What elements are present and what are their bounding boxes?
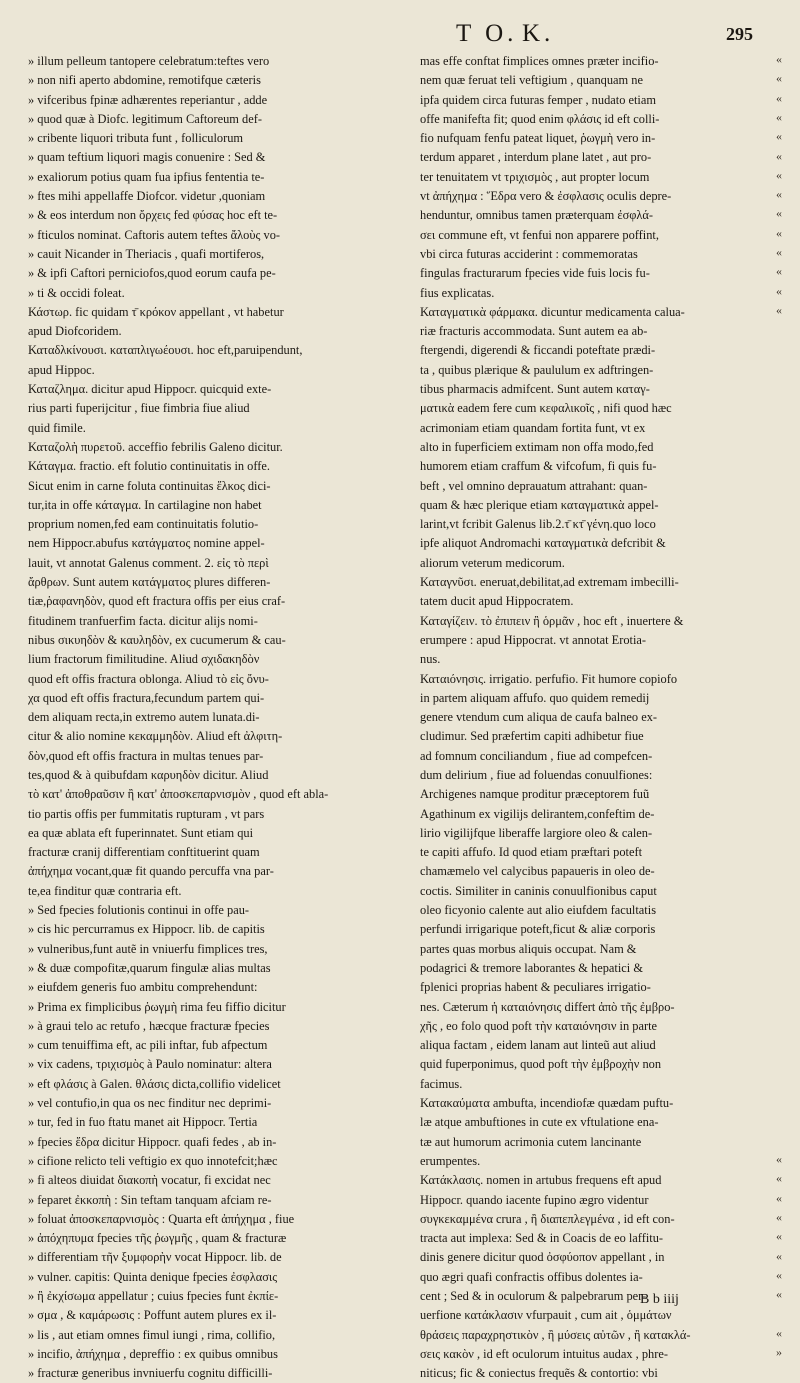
text-line: » exaliorum potius quam fua ipfius fententia te-	[28, 169, 265, 184]
text-line: Hippocr. quando iacente fupino ægro videntur	[420, 1192, 649, 1207]
text-line: » cauit Nicander in Theriacis , quafi mortiferos,	[28, 246, 265, 261]
text-line: lauit, vt annotat Galenus comment. 2. εἰς τὸ περὶ	[28, 555, 269, 570]
quote-mark: «	[776, 1267, 782, 1282]
text-line: partes quas morbus aliquis occupat. Nam &	[420, 941, 637, 956]
text-line: offe manifefta fit; quod enim φλάσις id eft colli-	[420, 111, 660, 126]
text-line: σεις κακὸν , id eft oculorum intuitus audax , phre-	[420, 1346, 668, 1361]
text-line: » ἀπόχηπυμα fpecies τῆς ῥωγμῆς , quam & fracturæ	[28, 1231, 287, 1246]
text-line: proprium nomen,fed eam continuitatis folutio-	[28, 517, 259, 532]
text-line: » fi alteos diuidat διακοπὴ vocatur, fi excidat nec	[28, 1173, 271, 1188]
text-line: fio nufquam fenfu pateat liquet, ῥωγμὴ vero in-	[420, 131, 656, 146]
text-line: » fracturæ generibus invniuerfu cognitu difficilli-	[28, 1366, 273, 1381]
text-line: » eiufdem generis fuo ambitu comprehendunt:	[28, 980, 258, 995]
text-line: » ti & occidi foleat.	[28, 285, 125, 300]
text-line: terdum apparet , interdum plane latet , aut pro-	[420, 150, 652, 165]
text-line: quid fuperponimus, quod poft τὴν ἐμβροχὴν non	[420, 1057, 662, 1072]
quote-mark: «	[776, 71, 782, 86]
text-line: Καταζολὴ πυρετοῦ. acceffio febrilis Galeno dicitur.	[28, 439, 283, 454]
text-line: » σμα , & καμάρωσις : Poffunt autem plures ex il-	[28, 1308, 277, 1323]
left-column	[28, 52, 412, 1383]
text-line: χα quod eft offis fractura,fecundum partem qui-	[28, 690, 265, 705]
quote-mark: «	[776, 129, 782, 144]
text-line: fingulas fracturarum fpecies vide fuis locis fu-	[420, 266, 650, 281]
text-line: » fticulos nominat. Caftoris autem teftes ἄλοὺς vo-	[28, 227, 281, 242]
text-line: tes,quod & à quibufdam καρυηδὸν dicitur. Aliud	[28, 767, 269, 782]
text-line: nibus σικυηδὸν & καυληδὸν, ex cucumerum & cau-	[28, 632, 286, 647]
quote-mark: «	[776, 1229, 782, 1244]
text-line: genere vtendum cum aliqua de caufa balneo ex-	[420, 710, 658, 725]
text-line: henduntur, omnibus tamen præterquam ἐσφλά-	[420, 208, 654, 223]
quote-mark: «	[776, 1287, 782, 1302]
text-line: te capiti affufo. Id quod etiam præftari poteft	[420, 845, 643, 860]
quote-mark: «	[776, 1248, 782, 1263]
quote-mark: «	[776, 148, 782, 163]
text-line: fplenici proprias habent & peculiares irrigatio-	[420, 980, 651, 995]
quote-mark: «	[776, 1190, 782, 1205]
text-line: » foluat ἀποσκεπαρνισμὸς : Quarta eft ἀπήχημα , fiue	[28, 1211, 295, 1226]
text-line: erumpere : apud Hippocrat. vt annotat Erotia-	[420, 632, 647, 647]
text-line: Καταδλκίνουσι. καταπλιγωέουσι. hoc eft,paruipendunt,	[28, 343, 303, 358]
text-line: cludimur. Sed præfertim capiti adhibetur fiue	[420, 729, 644, 744]
text-line: Καταιόνησις. irrigatio. perfufio. Fit humore copiofo	[420, 671, 678, 686]
text-line: tiæ,ῥαφανηδὸν, quod eft fractura offis per eius craf-	[28, 594, 286, 609]
text-line: in partem aliquam affufo. quo quidem remedij	[420, 690, 650, 705]
text-line: » Prima ex fimplicibus ῥωγμὴ rima feu fiffio dicitur	[28, 999, 286, 1014]
quote-mark: «	[776, 52, 782, 66]
right-column	[420, 52, 772, 1383]
text-line: beft , vel omnino deprauatum attrahant: quan-	[420, 478, 648, 493]
quote-mark: «	[776, 225, 782, 240]
text-line: citur & alio nomine κεκαμμηδὸν. Aliud eft ἀλφιτη-	[28, 729, 283, 744]
quote-mark: «	[776, 109, 782, 124]
text-line: aliorum veterum medicorum.	[420, 555, 565, 570]
text-line: aliqua factam , eidem lanam aut linteũ aut aliud	[420, 1038, 656, 1053]
text-line: læ atque ambuftiones in cute ex vftulatione ena-	[420, 1115, 659, 1130]
text-line: Κάστωρ. fic quidam τ̄ κρόκον appellant , vt habetur	[28, 304, 284, 319]
text-line: apud Diofcoridem.	[28, 324, 122, 339]
text-line: » vel contufio,in qua os nec finditur nec deprimi-	[28, 1096, 272, 1111]
text-line: Καταγματικὰ φάρμακα. dicuntur medicamenta calua-	[420, 304, 685, 319]
text-line: » & eos interdum non ὄρχεις fed φύσας hoc eft te-	[28, 208, 278, 223]
text-line: perfundi irrigarique poteft,ficut & aliæ corporis	[420, 922, 656, 937]
text-line: Καταζλημα. dicitur apud Hippocr. quicquid exte-	[28, 382, 272, 397]
text-line: » vix cadens, τριχισμὸς à Paulo nominatur: altera	[28, 1057, 272, 1072]
text-line: humorem etiam craffum & vifcofum, fi quis fu-	[420, 459, 657, 474]
text-line: erumpentes.	[420, 1153, 481, 1168]
text-line: » ἢ ἐκχίσωμα appellatur ; cuius fpecies funt ἐκπίε-	[28, 1289, 279, 1303]
text-line: tæ aut humorum acrimonia cutem lancinante	[420, 1134, 642, 1149]
text-line: quod eft offis fractura oblonga. Aliud τὸ εἰς ὄνυ-	[28, 671, 269, 686]
text-line: » & duæ compofitæ,quarum fingulæ alias multas	[28, 960, 271, 975]
text-line: larint,vt fcribit Galenus lib.2.τ̄ κτ̄ γένη.quo loco	[420, 517, 656, 532]
text-line: tracta aut implexa: Sed & in Coacis de eo laffitu-	[420, 1231, 664, 1246]
text-line: Agathinum ex vigilijs delirantem,confeftim de-	[420, 806, 655, 821]
text-line: alto in fuperficiem extimam non offa modo,fed	[420, 439, 654, 454]
text-line: » illum pelleum tantopere celebratum:teftes vero	[28, 54, 270, 68]
text-line: θράσεις παραχρηστικὸν , ἢ μύσεις αὐτῶν , ἢ κατακλά-	[420, 1327, 691, 1342]
text-line: ea quæ ablata eft fuperinnatet. Sunt etiam qui	[28, 825, 254, 840]
running-head-left: T O.	[456, 20, 518, 47]
text-line: apud Hippoc.	[28, 362, 95, 377]
text-line: dum delirium , fiue ad foluendas conuulfiones:	[420, 767, 653, 782]
signature-mark: B b iiij	[640, 1292, 679, 1307]
text-line: ter tenuitatem vt τριχισμὸς , aut propter locum	[420, 169, 650, 184]
text-line: tibus pharmacis admifcent. Sunt autem καταγ-	[420, 382, 650, 397]
text-line: vbi circa futuras acciderint : commemoratas	[420, 246, 638, 261]
text-line: lirio vigilijfque liberaffe largiore oleo & calen-	[420, 825, 653, 840]
text-line: ματικὰ eadem fere cum κεφαλικοῖς , nifi quod hæc	[420, 401, 672, 416]
text-line: συγκεκαμμένα crura , ἢ διαπεπλεγμένα , id eft con-	[420, 1211, 675, 1226]
text-line: quid fimile.	[28, 420, 86, 435]
text-line: mas effe conftat fimplices omnes præter incifio-	[420, 54, 659, 68]
text-line: » fpecies ἕδρα dicitur Hippocr. quafi fedes , ab in-	[28, 1134, 277, 1149]
text-line: ta , quibus plærique & paululum ex adftringen-	[420, 362, 654, 377]
text-line: fitudinem tranfuerfim facta. dicitur alijs nomi-	[28, 613, 258, 628]
text-line: Κατακαύματα ambufta, incendiofæ quædam puftu-	[420, 1096, 674, 1111]
text-line: ad fomnum conciliandum , fiue ad compefcen-	[420, 748, 653, 763]
text-line: acrimoniam etiam quandam fortita funt, vt ex	[420, 420, 646, 435]
text-line: tur,ita in offe κάταγμα. In cartilagine non habet	[28, 497, 262, 512]
running-head	[0, 20, 800, 54]
text-line: niticus; fic & coniectus frequẽs & contortio: vbi	[420, 1366, 658, 1381]
text-line: » differentiam τῆν ξυμφορὴν vocat Hippocr. lib. de	[28, 1250, 282, 1265]
text-line: chamæmelo vel calycibus papaueris in oleo de-	[420, 864, 655, 879]
quote-mark: »	[776, 1345, 782, 1360]
text-line: Καταγίζειν. τὸ ἐπιπειν ἢ ὁρμᾶν , hoc eft , inuertere &	[420, 613, 684, 628]
text-line: » Sed fpecies folutionis continui in offe pau-	[28, 903, 250, 918]
text-line: » cribente liquori tributa funt , folliculorum	[28, 131, 244, 146]
text-line: vt ἀπήχημα : Ἕδρα vero & ἐσφλασις oculis depre-	[420, 189, 672, 204]
text-line: quo ægri quafi confractis offibus dolentes ia-	[420, 1269, 643, 1284]
text-line: coctis. Similiter in caninis conuulfionibus caput	[420, 883, 657, 898]
text-line: » incifio, ἀπήχημα , depreffio : ex quibus omnibus	[28, 1346, 278, 1361]
quote-mark: «	[776, 187, 782, 202]
text-line: » quod quæ à Diofc. legitimum Caftoreum def-	[28, 111, 262, 126]
quote-mark: «	[776, 1210, 782, 1224]
text-line: Sicut enim in carne foluta continuitas ἕλκος dici-	[28, 478, 271, 493]
text-line: podagrici & tremore laborantes & hepatici &	[420, 960, 643, 975]
text-line: tatem ducit apud Hippocratem.	[420, 594, 574, 609]
text-line: χῆς , eo folo quod poft τὴν καταιόνησιν in parte	[420, 1018, 658, 1033]
text-line: » vulner. capitis: Quinta denique fpecies ἐσφλασις	[28, 1269, 278, 1284]
text-line: lium fractorum fimilitudine. Aliud σχιδακηδὸν	[28, 652, 260, 667]
text-line: quam & hæc plerique etiam καταγματικὰ appel-	[420, 497, 659, 512]
text-line: fracturæ cranij differentiam conftituerint quam	[28, 845, 260, 860]
quote-mark: «	[776, 283, 782, 298]
text-line: δὸν,quod eft offis fractura in multas tenues par-	[28, 748, 264, 763]
text-line: » non nifi aperto abdomine, remotifque cæteris	[28, 73, 261, 88]
text-line: rius parti fuperijcitur , fiue fimbria fiue aliud	[28, 401, 250, 416]
text-line: Καταγνῦσι. eneruat,debilitat,ad extremam imbecilli-	[420, 575, 679, 590]
quote-mark: «	[776, 1152, 782, 1167]
text-line: cent ; Sed & in oculorum & palpebrarum per-	[420, 1289, 647, 1303]
text-line: » eft φλάσις à Galen. θλάσις dicta,collifio videlicet	[28, 1076, 281, 1091]
text-line: ftergendi, digerendi & ficcandi poteftate prædi-	[420, 343, 656, 358]
text-line: ἀπήχημα vocant,quæ fit quando percuffa vna par-	[28, 864, 274, 879]
text-line: » à graui telo ac retufo , hæcque fracturæ fpecies	[28, 1018, 270, 1033]
quote-mark: «	[776, 245, 782, 259]
running-head-right: K.	[522, 20, 555, 47]
text-line: Archigenes namque proditur præceptorem fuũ	[420, 787, 650, 802]
text-line: te,ea finditur quæ contraria eft.	[28, 883, 182, 898]
quote-mark: «	[776, 167, 782, 182]
text-line: » vifceribus fpinæ adhærentes reperiantur , adde	[28, 92, 268, 107]
quote-mark: «	[776, 264, 782, 279]
text-line: » cum tenuiffima eft, ac pili inftar, fub afpectum	[28, 1038, 268, 1053]
quote-mark: «	[776, 1171, 782, 1186]
text-line: Κατάκλασις. nomen in artubus frequens eft apud	[420, 1173, 662, 1188]
text-line: » cis hic percurramus ex Hippocr. lib. de capitis	[28, 922, 265, 937]
text-line: » & ipfi Caftori perniciofos,quod eorum caufa pe-	[28, 266, 276, 281]
quote-mark: «	[776, 302, 782, 317]
text-line: nus.	[420, 652, 441, 667]
text-line: » quam teftium liquori magis conuenire : Sed &	[28, 150, 266, 165]
text-line: ipfa quidem circa futuras femper , nudato etiam	[420, 92, 657, 107]
text-line: oleo ficyonio calente aut alio eiufdem facultatis	[420, 903, 657, 918]
text-line: uerfione κατάκλασιν vfurpauit , cum ait , ὁμμάτων	[420, 1308, 672, 1323]
text-line: » ftes mihi appellaffe Diofcor. videtur ,quoniam	[28, 189, 266, 204]
text-line: » cifione relicto teli veftigio ex quo innotefcit;hæc	[28, 1153, 278, 1168]
text-line: riæ fracturis accommodata. Sunt autem ea ab-	[420, 324, 648, 339]
text-line: nem Hippocr.abufus κατάγματος nomine appel-	[28, 536, 265, 551]
text-line: tio partis offis per fummitatis rupturam , vt pars	[28, 806, 265, 821]
text-line: dem aliquam recta,in extremo autem lunata.di-	[28, 710, 260, 725]
text-line: » tur, fed in fuo ftatu manet ait Hippocr. Tertia	[28, 1115, 258, 1130]
text-line: Κάταγμα. fractio. eft folutio continuitatis in offe.	[28, 459, 270, 474]
quote-mark: «	[776, 206, 782, 221]
text-line: dinis genere dicitur quod ὀσφύοπον appellant , in	[420, 1250, 665, 1265]
text-line: σει commune eft, vt fenfui non apparere poffint,	[420, 227, 659, 242]
quote-mark: «	[776, 90, 782, 105]
text-line: ἄρθρων. Sunt autem κατάγματος plures differen-	[28, 575, 271, 590]
text-line: » vulneribus,funt autẽ in vniuerfu fimplices tres,	[28, 941, 268, 956]
text-line: facimus.	[420, 1076, 463, 1091]
text-line: » feparet ἐκκοπὴ : Sin teftam tanquam afciam re-	[28, 1192, 272, 1207]
quote-mark: «	[776, 1325, 782, 1340]
text-line: fius explicatas.	[420, 285, 495, 300]
text-line: » lis , aut etiam omnes fimul iungi , rima, collifio,	[28, 1327, 276, 1342]
text-line: nem quæ feruat teli veftigium , quanquam ne	[420, 73, 643, 88]
text-line: τὸ κατ' ἀποθραῦσιν ἢ κατ' ἀποσκεπαρνισμὸν , quod eft abla-	[28, 787, 329, 802]
page-number: 295	[726, 24, 753, 44]
text-line: ipfe aliquot Andromachi καταγματικὰ defcribit &	[420, 536, 666, 551]
text-line: nes. Cæterum ἡ καταιόνησις differt ἀπὸ τῆς ἐμβρο-	[420, 999, 675, 1014]
